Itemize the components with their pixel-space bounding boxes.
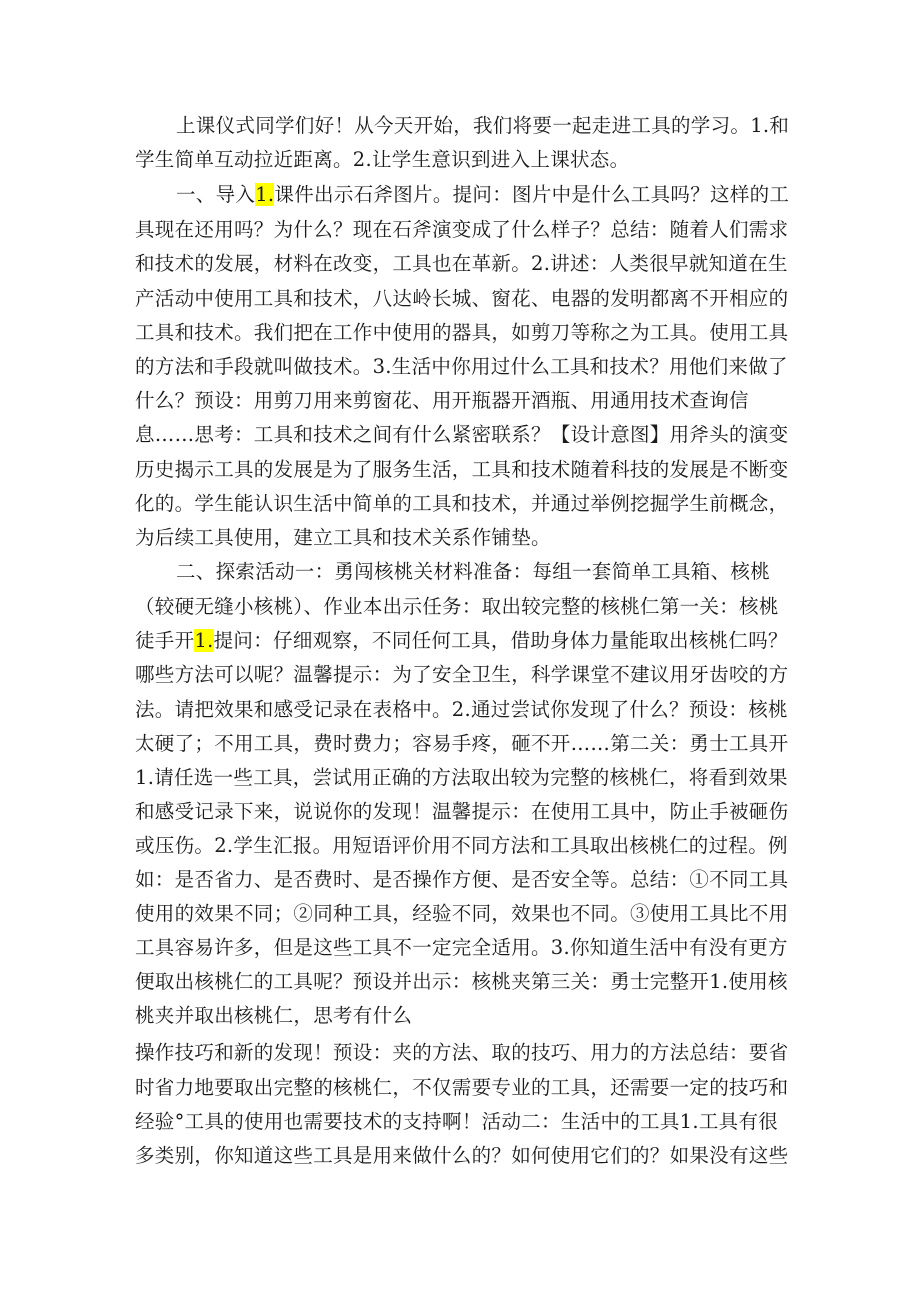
text-segment: 时省力地要取出完整的核桃仁，不仅需要专业的工具，还需要一定的技巧和 (135, 1076, 789, 1099)
text-segment: 工具和技术。我们把在工作中使用的器具，如剪刀等称之为工具。使用工具 (135, 321, 789, 344)
text-segment: 的方法和手段就叫做技术。3.生活中你用过什么工具和技术？用他们来做了 (135, 355, 788, 378)
text-line (135, 213, 795, 247)
text-segment: 学生简单互动拉近距离。2.让学生意识到进入上课状态。 (135, 148, 630, 171)
text-line (135, 384, 795, 418)
text-segment: 上课仪式同学们好！从今天开始，我们将要一起走进工具的学习。1.和 (176, 114, 790, 137)
text-line (135, 658, 795, 692)
text-segment: 工具容易许多，但是这些工具不一定完全适用。3.你知道生活中有没有更方 (135, 936, 788, 959)
text-segment: 多类别，你知道这些工具是用来做什么的？如何使用它们的？如果没有这些 (135, 1144, 789, 1167)
text-line (135, 316, 795, 350)
text-line (176, 178, 836, 212)
text-line (135, 795, 795, 829)
text-line (135, 247, 795, 281)
text-line (135, 1071, 795, 1105)
text-line (135, 350, 795, 384)
text-segment: 或压伤。2.学生汇报。用短语评价用不同方法和工具取出核桃仁的过程。例 (135, 834, 788, 857)
text-segment: 什么？预设：用剪刀用来剪窗花、用开瓶器开酒瓶、用通用技术查询信 (135, 389, 749, 412)
text-segment: 法。请把效果和感受记录在表格中。2.通过尝试你发现了什么？预设：核桃 (135, 698, 788, 721)
highlighted-text: 1. (255, 183, 275, 206)
text-segment: 产活动中使用工具和技术，八达岭长城、窗花、电器的发明都离不开相应的 (135, 287, 789, 310)
text-line (135, 829, 795, 863)
text-line (135, 1139, 795, 1173)
text-line (135, 590, 795, 624)
text-segment: 经验°工具的使用也需要技术的支持啊！活动二：生活中的工具1.工具有很 (135, 1110, 779, 1133)
text-segment: 提问：仔细观察，不同任何工具，借助身体力量能取出核桃仁吗？ (213, 629, 788, 652)
text-line (135, 931, 795, 965)
text-segment: 化的。学生能认识生活中简单的工具和技术，并通过举例挖掘学生前概念， (135, 492, 789, 515)
text-line (135, 727, 795, 761)
text-line (135, 453, 795, 487)
text-segment: （较硬无缝小核桃）、作业本出示任务：取出较完整的核桃仁第一关：核桃 (135, 595, 779, 618)
text-line (135, 624, 795, 658)
text-segment: 为后续工具使用，建立工具和技术关系作铺垫。 (135, 526, 551, 549)
text-segment: 哪些方法可以呢？温馨提示：为了安全卫生，科学课堂不建议用牙齿咬的方 (135, 663, 789, 686)
text-line (135, 965, 795, 999)
text-line (135, 863, 795, 897)
text-segment: 历史揭示工具的发展是为了服务生活，工具和技术随着科技的发展是不断变 (135, 458, 789, 481)
text-line (176, 555, 836, 589)
text-segment: 具现在还用吗？为什么？现在石斧演变成了什么样子？总结：随着人们需求 (135, 218, 789, 241)
text-segment: 便取出核桃仁的工具呢？预设并出示：核桃夹第三关：勇士完整开1.使用核 (135, 970, 788, 993)
text-line (135, 1105, 795, 1139)
text-line (135, 418, 795, 452)
text-segment: 徒手开 (135, 629, 195, 652)
text-line (135, 761, 795, 795)
text-segment: 二、探索活动一：勇闯核桃关材料准备：每组一套简单工具箱、核桃 (176, 560, 771, 583)
text-line (135, 521, 795, 555)
highlighted-text: 1. (194, 629, 214, 652)
text-segment: 使用的效果不同；②同种工具，经验不同，效果也不同。③使用工具比不用 (135, 902, 789, 925)
text-segment: 息……思考：工具和技术之间有什么紧密联系？【设计意图】用斧头的演变 (135, 423, 789, 446)
text-line (135, 143, 795, 177)
text-segment: 操作技巧和新的发现！预设：夹的方法、取的技巧、用力的方法总结：要省 (135, 1041, 789, 1064)
text-segment: 如：是否省力、是否费时、是否操作方便、是否安全等。总结：①不同工具 (135, 868, 789, 891)
text-segment: 1.请任选一些工具，尝试用正确的方法取出较为完整的核桃仁，将看到效果 (135, 766, 788, 789)
text-line (135, 999, 795, 1033)
text-line (135, 282, 795, 316)
text-line (135, 897, 795, 931)
text-line (176, 109, 836, 143)
text-segment: 课件出示石斧图片。提问：图片中是什么工具吗？这样的工 (274, 183, 790, 206)
text-segment: 一、导入 (176, 183, 256, 206)
text-segment: 桃夹并取出核桃仁，思考有什么 (135, 1004, 413, 1027)
text-segment: 太硬了；不用工具，费时费力；容易手疼，砸不开……第二关：勇士工具开 (135, 732, 789, 755)
text-line (135, 1036, 795, 1070)
text-line (135, 693, 795, 727)
text-line (135, 487, 795, 521)
text-segment: 和技术的发展，材料在改变，工具也在革新。2.讲述：人类很早就知道在生 (135, 252, 788, 275)
text-segment: 和感受记录下来，说说你的发现！温馨提示：在使用工具中，防止手被砸伤 (135, 800, 789, 823)
